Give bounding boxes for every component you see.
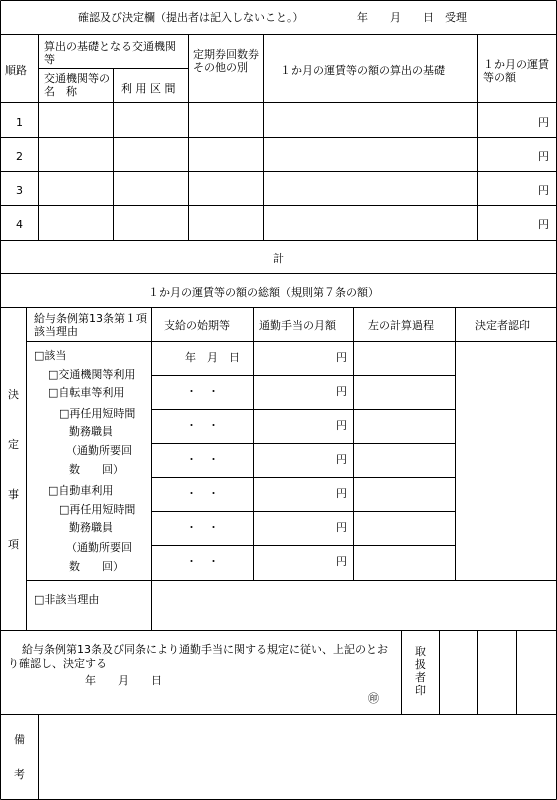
monthly-header: １か月の運賃等の額 [483,58,549,84]
reason-item: 数 回） [69,560,124,573]
agency-header: 交通機関等の 名 称 [44,72,121,98]
decision-side-label: 項 [8,538,19,551]
ticket-header: 定期券回数券その他の別 [193,48,259,74]
sum-label: １か月の運賃等の額の総額（規則第７条の額） [148,286,379,299]
confirmation-date: 年 月 日 [85,674,162,687]
reason-item: 勤務職員 [69,425,113,438]
row-yen: 円 [538,184,549,197]
amount-yen: 円 [336,351,347,364]
seal-mark: ㊞ [368,692,379,705]
remarks-label: 備 [14,733,25,746]
calc-header: １か月の運賃等の額の算出の基礎 [280,64,445,77]
amount-yen: 円 [336,555,347,568]
decision-side-label: 事 [8,488,19,501]
reason-header: 給与条例第13条第１項該当理由 [34,312,147,338]
decision-side-label: 定 [8,438,19,451]
row-yen: 円 [538,116,549,129]
reason-item: □再任用短時間 [59,503,136,516]
handler-label: 取扱者印 [415,645,426,697]
row-number: 2 [16,150,23,163]
start-header: 支給の始期等 [164,319,230,332]
reason-item: （通勤所要回 [66,444,132,457]
section-header: 利 用 区 間 [121,82,176,95]
amount-yen: 円 [336,385,347,398]
header-title: 確認及び決定欄（提出者は記入しないこと。） [78,11,304,24]
applicable-checkbox: □該当 [34,349,67,362]
row-number: 4 [16,218,23,231]
remarks-label: 考 [14,768,25,781]
start-date-dots: ・ ・ [186,487,219,500]
reason-item: □自転車等利用 [48,386,125,399]
amount-yen: 円 [336,521,347,534]
decision-side-label: 決 [8,388,19,401]
start-date-dots: ・ ・ [186,521,219,534]
row-yen: 円 [538,218,549,231]
reason-item: （通勤所要回 [66,541,132,554]
approver-header: 決定者認印 [475,319,530,332]
start-date: 年 月 日 [185,351,240,364]
amount-header: 通勤手当の月額 [259,319,336,332]
reason-item: □交通機関等利用 [48,368,136,381]
reason-item: □再任用短時間 [59,407,136,420]
amount-yen: 円 [336,419,347,432]
amount-yen: 円 [336,487,347,500]
process-header: 左の計算過程 [368,319,434,332]
reason-item: 数 回） [69,463,124,476]
confirmation-text: 給与条例第13条及び同条により通勤手当に関する規定に従い、上記のとおり確認し、決定する [8,643,388,670]
total-label: 計 [273,252,284,265]
start-date-dots: ・ ・ [186,385,219,398]
not-applicable-checkbox: □非該当理由 [34,593,100,606]
start-date-dots: ・ ・ [186,453,219,466]
row-number: 1 [16,116,23,129]
basis-header: 算出の基礎となる交通機関等 [44,40,176,66]
order-header: 順路 [5,64,27,77]
reason-item: □自動車利用 [48,484,114,497]
row-yen: 円 [538,150,549,163]
reason-item: 勤務職員 [69,521,113,534]
start-date-dots: ・ ・ [186,555,219,568]
header-date-label: 年 月 日 受理 [357,11,467,24]
row-number: 3 [16,184,23,197]
amount-yen: 円 [336,453,347,466]
start-date-dots: ・ ・ [186,419,219,432]
